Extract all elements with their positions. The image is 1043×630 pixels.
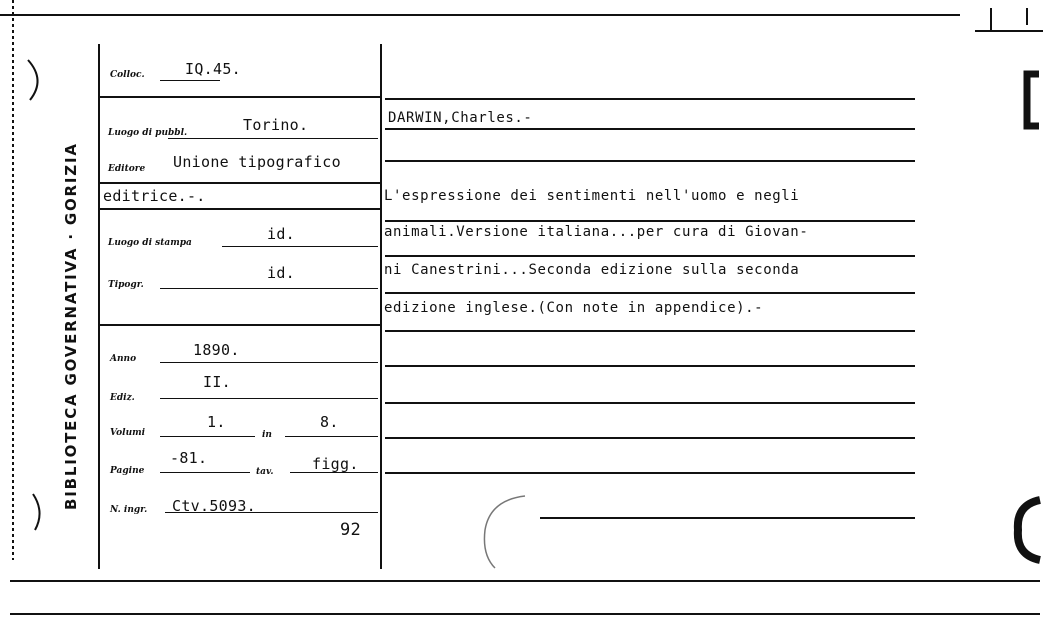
tipografia-label: Tipogr. bbox=[108, 280, 144, 290]
editore-value-cont: editrice.-. bbox=[103, 187, 206, 205]
inventario-label: N. ingr. bbox=[110, 505, 148, 515]
tavole-label: tav. bbox=[256, 467, 274, 477]
volumi-value: 1. bbox=[207, 413, 226, 431]
collocazione-label: Colloc. bbox=[110, 70, 145, 80]
form-divider bbox=[380, 44, 382, 569]
anno-value: 1890. bbox=[193, 341, 240, 359]
bottom-rule-lower bbox=[10, 613, 1040, 615]
tavole-value: figg. bbox=[312, 455, 359, 473]
tipografia-underline bbox=[160, 288, 378, 289]
edizione-label: Ediz. bbox=[110, 393, 135, 403]
entry-rule-9 bbox=[385, 437, 915, 439]
left-edge-perforation bbox=[12, 0, 14, 560]
entry-rule-top bbox=[385, 98, 915, 100]
form-rule-2 bbox=[100, 182, 382, 184]
volumi-in-value: 8. bbox=[320, 413, 339, 431]
edizione-value: II. bbox=[203, 373, 231, 391]
volumi-label: Volumi bbox=[110, 428, 146, 438]
library-stamp bbox=[62, 142, 80, 510]
luogo-stampa-value: id. bbox=[267, 225, 295, 243]
form-left-border bbox=[98, 44, 100, 569]
entry-line-1: L'espressione dei sentimenti nell'uomo e negli bbox=[384, 188, 800, 204]
entry-rule-10 bbox=[385, 472, 915, 474]
collocazione-value: IQ.45. bbox=[185, 60, 241, 78]
collocazione-underline bbox=[160, 80, 220, 81]
luogo-pubbl-label: Luogo di pubbl. bbox=[108, 128, 188, 138]
entry-rule-11 bbox=[540, 517, 915, 519]
entry-author: DARWIN,Charles.- bbox=[388, 110, 533, 126]
entry-line-4: edizione inglese.(Con note in appendice).- bbox=[384, 300, 764, 316]
punch-hole-mark-left bbox=[18, 55, 48, 105]
editore-label: Editore bbox=[108, 164, 146, 174]
luogo-pubbl-underline bbox=[168, 138, 378, 139]
volumi-in-underline bbox=[285, 436, 378, 437]
entry-rule-5 bbox=[385, 292, 915, 294]
entry-rule-7 bbox=[385, 365, 915, 367]
volumi-in-label: in bbox=[262, 430, 272, 440]
pagine-underline bbox=[160, 472, 250, 473]
entry-rule-3 bbox=[385, 220, 915, 222]
edizione-underline bbox=[160, 398, 378, 399]
form-rule-3 bbox=[100, 208, 382, 210]
bracket-mark-right-bottom bbox=[1010, 495, 1043, 565]
top-right-tick bbox=[985, 5, 1043, 45]
inventario-value: Ctv.5093. bbox=[172, 497, 256, 515]
volumi-underline bbox=[160, 436, 255, 437]
library-stamp-text: BIBLIOTECA GOVERNATIVA · GORIZIA bbox=[62, 142, 80, 510]
top-rule bbox=[0, 14, 960, 16]
entry-rule-2 bbox=[385, 160, 915, 162]
bottom-rule bbox=[10, 580, 1040, 582]
luogo-pubbl-value: Torino. bbox=[243, 116, 309, 134]
faint-circle-mark bbox=[470, 490, 540, 570]
punch-hole-mark-left-lower bbox=[25, 490, 50, 535]
bracket-mark-right-top bbox=[1005, 70, 1043, 130]
luogo-stampa-underline bbox=[222, 246, 378, 247]
editore-value: Unione tipografico bbox=[173, 153, 341, 171]
form-rule-1 bbox=[100, 96, 382, 98]
tipografia-value: id. bbox=[267, 264, 295, 282]
entry-rule-1 bbox=[385, 128, 915, 130]
anno-label: Anno bbox=[110, 354, 137, 364]
entry-rule-6 bbox=[385, 330, 915, 332]
luogo-stampa-label: Luogo di stampa bbox=[108, 238, 192, 248]
entry-rule-4 bbox=[385, 255, 915, 257]
anno-underline bbox=[160, 362, 378, 363]
card-number: 92 bbox=[340, 520, 362, 540]
pagine-label: Pagine bbox=[110, 466, 145, 476]
pagine-value: -81. bbox=[170, 449, 208, 467]
entry-line-3: ni Canestrini...Seconda edizione sulla seconda bbox=[384, 262, 800, 278]
entry-line-2: animali.Versione italiana...per cura di Giovan- bbox=[384, 224, 809, 240]
entry-rule-8 bbox=[385, 402, 915, 404]
form-rule-4 bbox=[100, 324, 382, 326]
